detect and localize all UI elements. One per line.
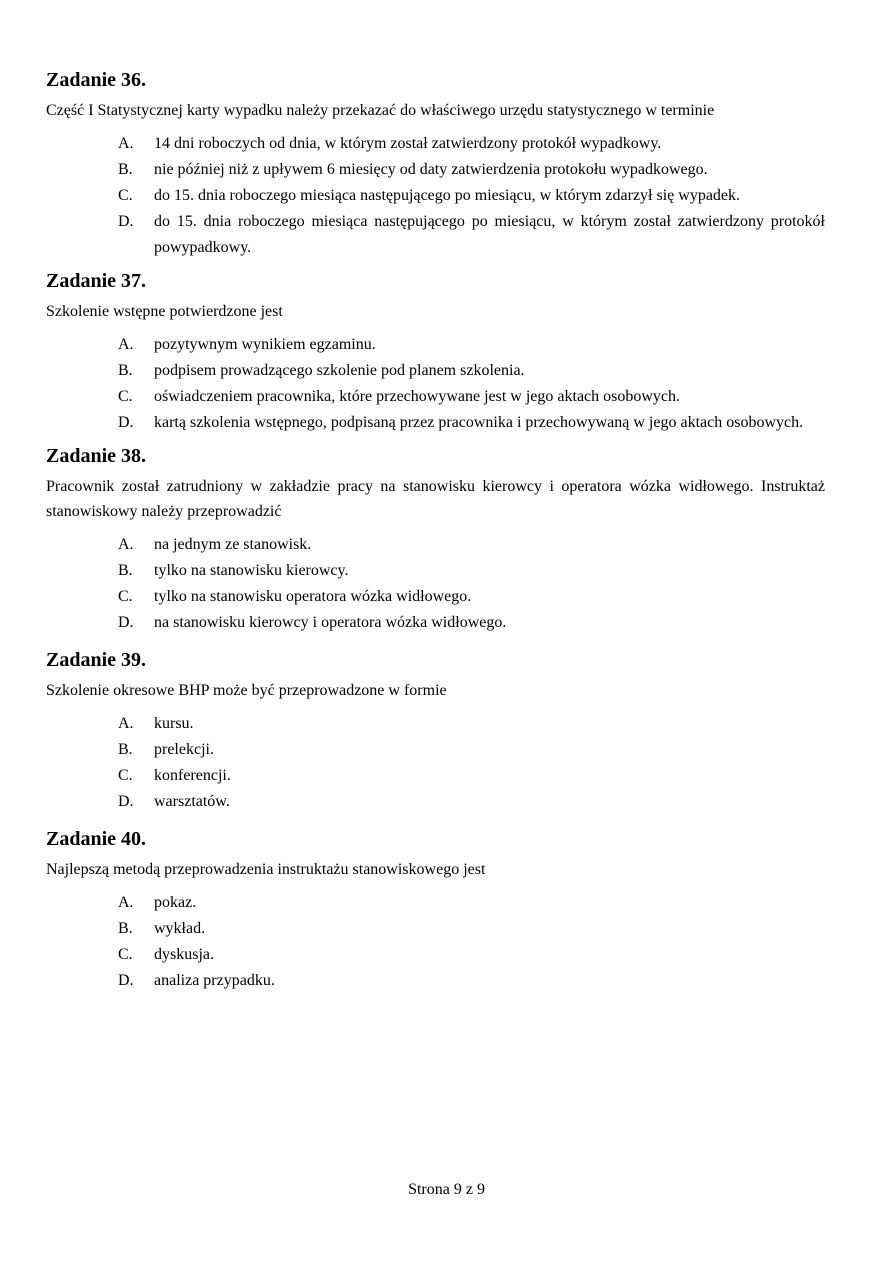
answer-option-c	[46, 183, 825, 209]
answer-option-a	[46, 711, 825, 737]
task-title: Zadanie 38.	[46, 445, 147, 467]
answer-text: do 15. dnia roboczego miesiąca następującego po miesiącu, w którym został zatwierdzony protokół powypadkowy.	[154, 213, 825, 256]
answer-option-b	[46, 358, 825, 384]
task-question: Szkolenie wstępne potwierdzone jest	[46, 303, 283, 320]
answer-letter: C.	[118, 946, 133, 963]
answer-letter: D.	[118, 793, 134, 810]
answer-text: prelekcji.	[154, 741, 214, 758]
answer-option-b	[46, 916, 825, 942]
task-question: Szkolenie okresowe BHP może być przeprowadzone w formie	[46, 682, 447, 699]
answer-letter: D.	[118, 213, 134, 230]
answer-text: na jednym ze stanowisk.	[154, 536, 312, 553]
page-number-footer: Strona 9 z 9	[408, 1181, 485, 1198]
task-38	[46, 444, 825, 636]
answer-text: oświadczeniem pracownika, które przechowywane jest w jego aktach osobowych.	[154, 388, 681, 405]
answer-letter: A.	[118, 336, 134, 353]
answer-letter: D.	[118, 972, 134, 989]
answer-option-d	[46, 789, 825, 815]
answer-text: dyskusja.	[154, 946, 214, 963]
answer-option-b	[46, 157, 825, 183]
answer-text: 14 dni roboczych od dnia, w którym został zatwierdzony protokół wypadkowy.	[154, 135, 662, 152]
document-page	[46, 68, 825, 994]
answer-letter: D.	[118, 414, 134, 431]
answer-list	[46, 332, 825, 436]
answer-option-c	[46, 763, 825, 789]
answer-letter: B.	[118, 362, 133, 379]
answer-option-d	[46, 410, 825, 436]
answer-letter: C.	[118, 588, 133, 605]
answer-text: pozytywnym wynikiem egzaminu.	[154, 336, 376, 353]
answer-text: warsztatów.	[154, 793, 230, 810]
answer-text: tylko na stanowisku kierowcy.	[154, 562, 349, 579]
answer-text: analiza przypadku.	[154, 972, 275, 989]
answer-list	[46, 131, 825, 261]
task-title: Zadanie 36.	[46, 69, 147, 91]
task-title: Zadanie 39.	[46, 649, 147, 671]
answer-text: do 15. dnia roboczego miesiąca następującego po miesiącu, w którym zdarzył się wypadek.	[154, 187, 741, 204]
answer-letter: B.	[118, 562, 133, 579]
answer-option-a	[46, 131, 825, 157]
answer-text: tylko na stanowisku operatora wózka widłowego.	[154, 588, 472, 605]
answer-letter: A.	[118, 536, 134, 553]
task-question: Najlepszą metodą przeprowadzenia instruktażu stanowiskowego jest	[46, 861, 486, 878]
answer-option-a	[46, 890, 825, 916]
answer-option-b	[46, 737, 825, 763]
answer-letter: A.	[118, 715, 134, 732]
answer-text: pokaz.	[154, 894, 197, 911]
task-question: Część I Statystycznej karty wypadku należy przekazać do właściwego urzędu statystycznego w terminie	[46, 102, 715, 119]
answer-option-d	[46, 209, 825, 261]
task-39	[46, 648, 825, 815]
answer-list	[46, 890, 825, 994]
task-36	[46, 68, 825, 261]
answer-letter: A.	[118, 894, 134, 911]
answer-letter: C.	[118, 187, 133, 204]
task-title: Zadanie 40.	[46, 828, 147, 850]
answer-letter: B.	[118, 741, 133, 758]
answer-text: kartą szkolenia wstępnego, podpisaną przez pracownika i przechowywaną w jego aktach osobowych.	[154, 414, 804, 431]
answer-letter: B.	[118, 161, 133, 178]
answer-option-a	[46, 332, 825, 358]
answer-option-c	[46, 942, 825, 968]
answer-option-d	[46, 968, 825, 994]
answer-letter: D.	[118, 614, 134, 631]
answer-list	[46, 711, 825, 815]
answer-option-c	[46, 384, 825, 410]
answer-list	[46, 532, 825, 636]
answer-text: nie później niż z upływem 6 miesięcy od daty zatwierdzenia protokołu wypadkowego.	[154, 161, 708, 178]
task-question: Pracownik został zatrudniony w zakładzie pracy na stanowisku kierowcy i operatora wózka widłowego. Instruktaż stanowiskowy należy przeprowadzić	[46, 478, 825, 520]
answer-text: na stanowisku kierowcy i operatora wózka widłowego.	[154, 614, 507, 631]
answer-option-a	[46, 532, 825, 558]
answer-letter: A.	[118, 135, 134, 152]
answer-letter: C.	[118, 767, 133, 784]
answer-letter: C.	[118, 388, 133, 405]
task-37	[46, 269, 825, 436]
answer-option-b	[46, 558, 825, 584]
answer-letter: B.	[118, 920, 133, 937]
answer-text: kursu.	[154, 715, 194, 732]
answer-text: konferencji.	[154, 767, 231, 784]
answer-option-d	[46, 610, 825, 636]
task-40	[46, 827, 825, 994]
answer-option-c	[46, 584, 825, 610]
task-title: Zadanie 37.	[46, 270, 147, 292]
answer-text: podpisem prowadzącego szkolenie pod planem szkolenia.	[154, 362, 525, 379]
answer-text: wykład.	[154, 920, 206, 937]
